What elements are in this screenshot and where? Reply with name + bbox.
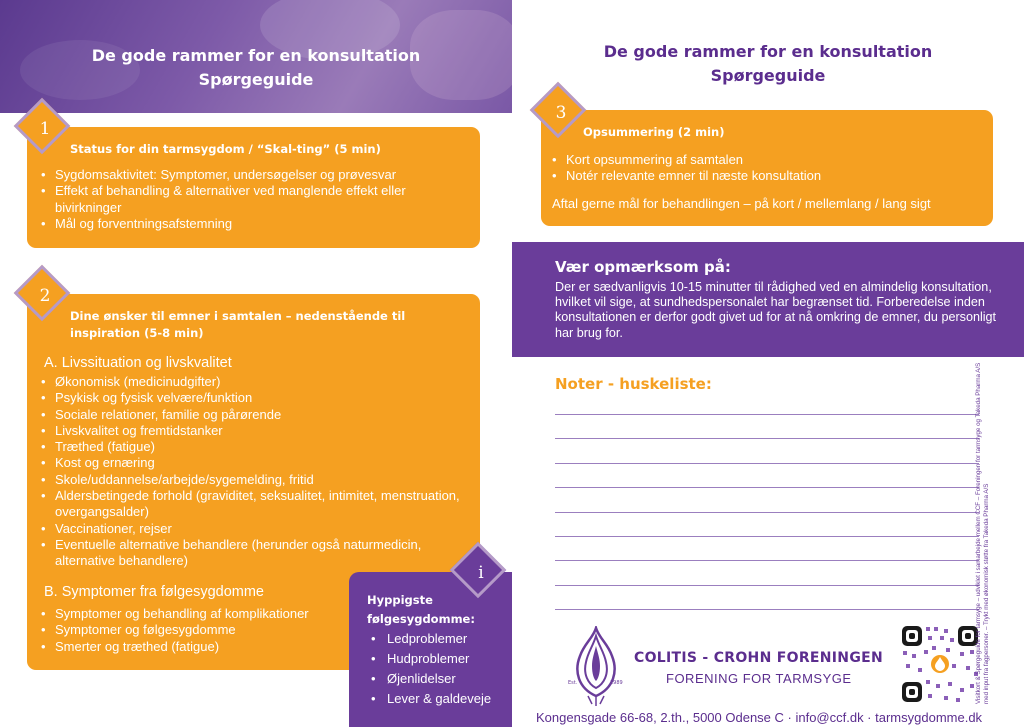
note-line (555, 609, 979, 610)
section-3-list (546, 152, 966, 185)
list-item: • Notér relevante emner til næste konsultation (546, 168, 966, 184)
footer-contact: Kongensgade 66-68, 2.th., 5000 Odense C · info@ccf.dk · tarmsygdomme.dk (536, 710, 983, 725)
list-item: • Vaccinationer, rejser (35, 521, 465, 537)
logo-year: 1989 (610, 680, 623, 686)
section-1-number: 1 (39, 119, 51, 139)
list-item: • Hudproblemer (365, 649, 491, 669)
note-line (555, 487, 979, 488)
list-item: • Ledproblemer (365, 629, 491, 649)
list-item: • Psykisk og fysisk velvære/funktion (35, 390, 465, 406)
list-item: • Mål og forventningsafstemning (35, 216, 455, 232)
section-2-title: Dine ønsker til emner i samtalen – nedenstående til inspiration (5-8 min) (70, 309, 406, 340)
info-symbol: i (478, 563, 484, 583)
group-b-title: B. Symptomer fra følgesygdomme (44, 584, 264, 600)
side-credit (965, 360, 1021, 704)
section-1-card (27, 127, 480, 248)
list-item: • Eventuelle alternative behandlere (herunder også naturmedicin, alternative behandlere) (35, 537, 465, 570)
list-item: • Træthed (fatigue) (35, 439, 465, 455)
group-b-list (35, 606, 365, 655)
subtitle-line: Spørgeguide (710, 66, 826, 85)
note-line (555, 512, 979, 513)
right-page (512, 0, 1024, 727)
section-3-title: Opsummering (2 min) (583, 125, 725, 139)
section-3-note: Aftal gerne mål for behandlingen – på kort / mellemlang / lang sigt (552, 196, 931, 211)
list-item: • Smerter og træthed (fatigue) (35, 639, 365, 655)
list-item: • Kost og ernæring (35, 455, 465, 471)
group-a-list (35, 374, 465, 570)
list-item: • Effekt af behandling & alternativer ved manglende effekt eller bivirkninger (35, 183, 455, 216)
title-line: De gode rammer for en konsultation (91, 46, 421, 65)
onion-logo-icon (566, 626, 626, 708)
logo-est: Est. (568, 680, 578, 686)
note-line (555, 438, 979, 439)
group-a-title: A. Livssituation og livskvalitet (44, 355, 232, 371)
organization-subtitle: FORENING FOR TARMSYGE (666, 671, 852, 686)
note-line (555, 414, 979, 415)
section-1-list (35, 167, 455, 232)
list-item: • Livskvalitet og fremtidstanker (35, 423, 465, 439)
section-2-number: 2 (39, 286, 51, 306)
list-item: • Symptomer og behandling af komplikationer (35, 606, 365, 622)
list-item: • Symptomer og følgesygdomme (35, 622, 365, 638)
organization-name: COLITIS - CROHN FORENINGEN (634, 650, 883, 666)
comorbidities-list (365, 629, 491, 709)
comorbidities-title: Hyppigste følgesygdomme: (367, 593, 475, 626)
note-line (555, 536, 979, 537)
awareness-text: Der er sædvanligvis 10-15 minutter til rådighed ved en almindelig konsultation, hvilket vil sige, at sundhedspersonalet har begrænset tid. Forberedelse inden konsultationen er derfor godt givet ud for at nå omkring de emner, du personligt har brug for. (555, 280, 997, 340)
note-line (555, 585, 979, 586)
list-item: • Aldersbetingede forhold (graviditet, seksualitet, intimitet, menstruation, overgangsalder) (35, 488, 465, 521)
list-item: • Skole/uddannelse/arbejde/sygemelding, fritid (35, 472, 465, 488)
subtitle-line: Spørgeguide (198, 70, 314, 89)
comorbidities-box (349, 572, 512, 727)
left-page-title (0, 44, 512, 92)
title-line: De gode rammer for en konsultation (603, 42, 933, 61)
list-item: • Sygdomsaktivitet: Symptomer, undersøgelser og prøvesvar (35, 167, 455, 183)
right-page-title (512, 40, 1024, 88)
awareness-title: Vær opmærksom på: (555, 258, 731, 276)
list-item: • Sociale relationer, familie og pårørende (35, 407, 465, 423)
section-1-title: Status for din tarmsygdom / “Skal-ting” (5 min) (70, 142, 381, 156)
awareness-panel (512, 242, 1024, 357)
notes-title: Noter - huskeliste: (555, 375, 712, 393)
list-item: • Økonomisk (medicinudgifter) (35, 374, 465, 390)
list-item: • Lever & galdeveje (365, 689, 491, 709)
note-line (555, 560, 979, 561)
side-credit-text: Visitkort & Spørgeguide for tarmsyge – udviklet i samarbejde mellem CCF – Foreningen for tarmsyge og Takeda Pharma A/S med input fra fagpersoner. – Trykt med økonomisk støtte fra Takeda Pharma A/S (975, 362, 990, 704)
section-3-number: 3 (555, 103, 567, 123)
list-item: • Kort opsummering af samtalen (546, 152, 966, 168)
section-3-card (541, 110, 993, 226)
note-line (555, 463, 979, 464)
list-item: • Øjenlidelser (365, 669, 491, 689)
